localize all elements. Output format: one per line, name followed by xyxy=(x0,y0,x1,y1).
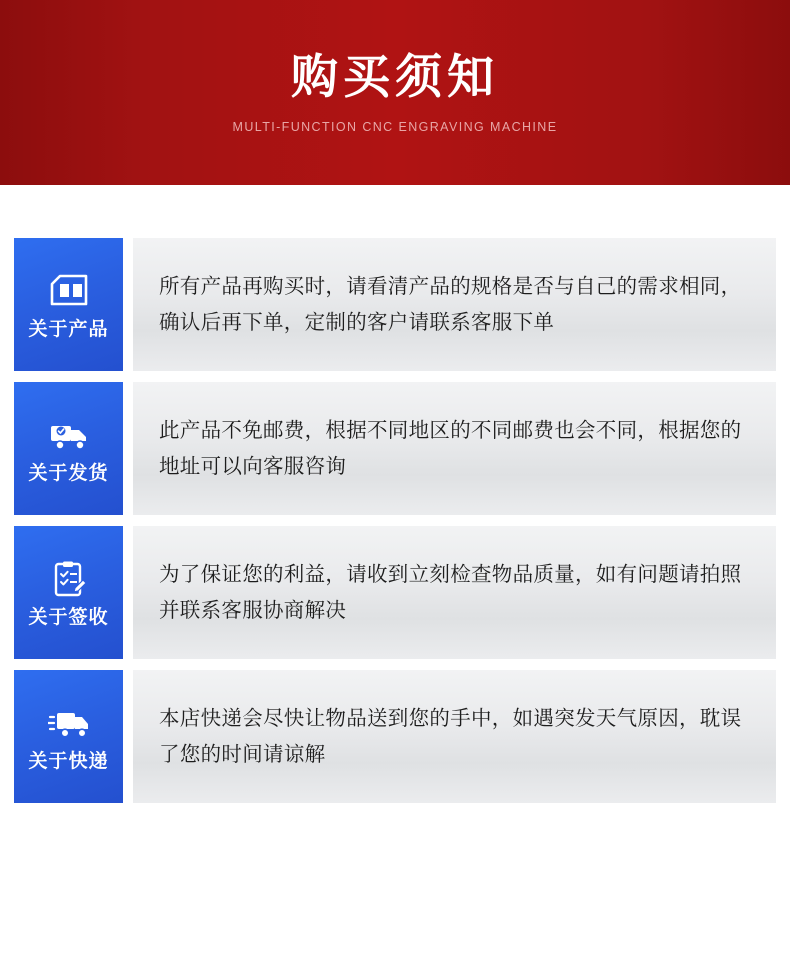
notice-text: 所有产品再购买时，请看清产品的规格是否与自己的需求相同，确认后再下单，定制的客户请联系客服下单 xyxy=(159,274,742,334)
page-banner xyxy=(0,0,790,185)
notice-text: 本店快递会尽快让物品送到您的手中，如遇突发天气原因，耽误了您的时间请谅解 xyxy=(159,706,742,766)
notice-text: 为了保证您的利益，请收到立刻检查物品质量，如有问题请拍照并联系客服协商解决 xyxy=(159,562,742,622)
notice-panel xyxy=(133,382,776,515)
notice-row xyxy=(14,670,776,803)
express-van-icon xyxy=(48,703,90,743)
notice-panel xyxy=(133,238,776,371)
notice-panel xyxy=(133,670,776,803)
shipping-truck-icon xyxy=(48,415,90,455)
notice-list xyxy=(0,185,790,803)
page-subtitle: MULTI-FUNCTION CNC ENGRAVING MACHINE xyxy=(232,120,558,135)
notice-tag-label: 关于发货 xyxy=(28,462,109,484)
notice-row xyxy=(14,382,776,515)
notice-panel xyxy=(133,526,776,659)
notice-row xyxy=(14,238,776,371)
notice-tag-express xyxy=(14,670,123,803)
page-title: 购买须知 xyxy=(291,49,499,103)
notice-tag-label: 关于快递 xyxy=(28,750,109,772)
notice-tag-product xyxy=(14,238,123,371)
notice-tag-shipping xyxy=(14,382,123,515)
checklist-clipboard-icon xyxy=(48,559,90,599)
notice-text: 此产品不免邮费，根据不同地区的不同邮费也会不同，根据您的地址可以向客服咨询 xyxy=(159,418,742,478)
product-box-icon xyxy=(48,271,90,311)
notice-tag-receipt xyxy=(14,526,123,659)
notice-tag-label: 关于产品 xyxy=(28,318,109,340)
notice-row xyxy=(14,526,776,659)
notice-tag-label: 关于签收 xyxy=(28,606,109,628)
